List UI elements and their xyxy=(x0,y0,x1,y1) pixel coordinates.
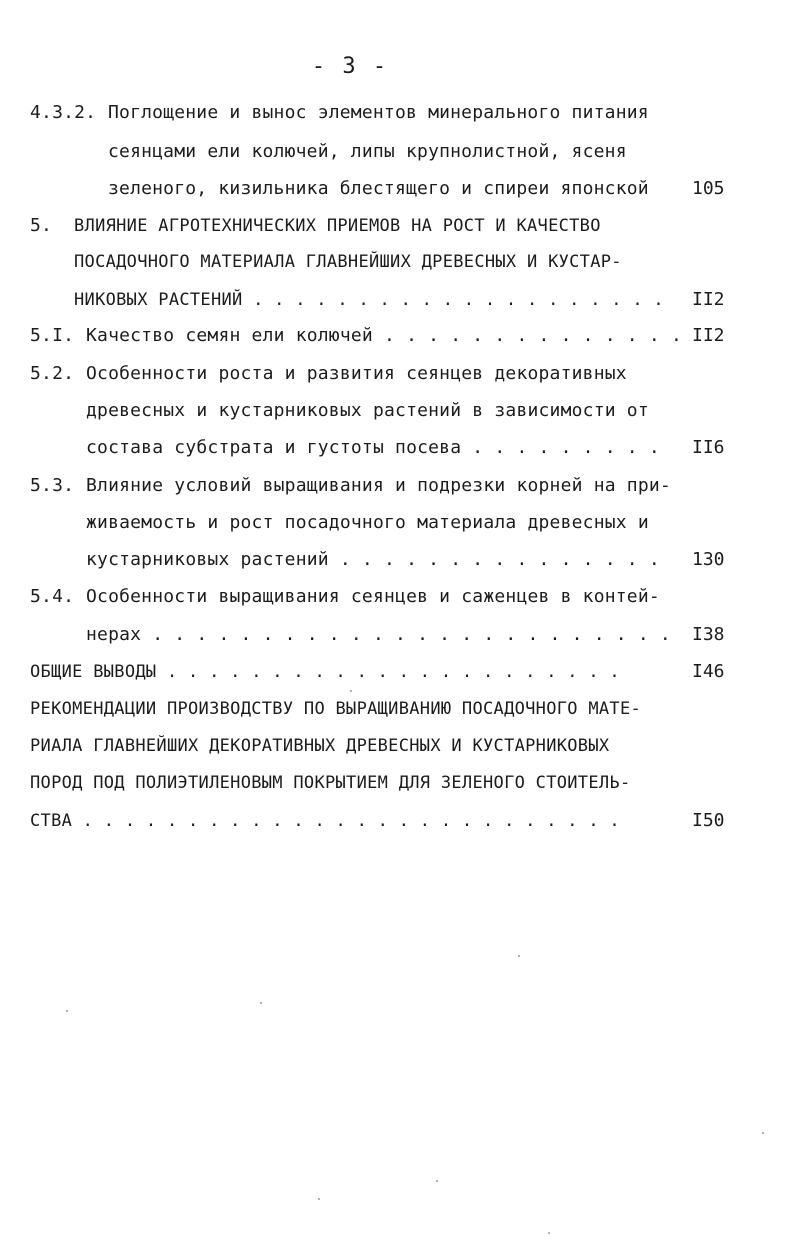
scan-speck xyxy=(762,1132,764,1134)
toc-entry-text: кустарниковых растений . . . . . . . . . . . . . . . xyxy=(86,549,660,570)
toc-entry-text: живаемость и рост посадочного материала древесных и xyxy=(86,512,649,533)
toc-entry-number: 5.4. xyxy=(30,586,75,607)
toc-entry-text: сеянцами ели колючей, липы крупнолистной, ясеня xyxy=(108,141,627,162)
toc-page-ref: 130 xyxy=(692,549,725,570)
page-number: - 3 - xyxy=(311,54,389,79)
toc-entry-text: Поглощение и вынос элементов минерального питания xyxy=(108,102,649,123)
toc-entry-number: 5.2. xyxy=(30,363,75,384)
toc-page-ref: II2 xyxy=(692,325,725,346)
toc-page-ref: I46 xyxy=(692,661,725,682)
toc-entry-text: РЕКОМЕНДАЦИИ ПРОИЗВОДСТВУ ПО ВЫРАЩИВАНИЮ ПОСАДОЧНОГО МАТЕ- xyxy=(30,699,642,719)
toc-entry-text: древесных и кустарниковых растений в зависимости от xyxy=(86,400,649,421)
toc-entry-number: 4.3.2. xyxy=(30,102,97,123)
toc-entry-text: Особенности роста и развития сеянцев декоративных xyxy=(86,363,627,384)
toc-page-ref: I50 xyxy=(692,810,725,831)
toc-entry-number: 5. xyxy=(30,215,53,236)
toc-entry-text: ВЛИЯНИЕ АГРОТЕХНИЧЕСКИХ ПРИЕМОВ НА РОСТ И КАЧЕСТВО xyxy=(74,216,601,236)
toc-entry-text: СТВА . . . . . . . . . . . . . . . . . . . . . . . . . . xyxy=(30,811,620,831)
toc-entry-number: 5.I. xyxy=(30,325,75,346)
toc-entry-text: ОБЩИЕ ВЫВОДЫ . . . . . . . . . . . . . . . . . . . . . . xyxy=(30,662,620,682)
toc-page-ref: II2 xyxy=(692,289,725,310)
toc-entry-text: Влияние условий выращивания и подрезки корней на при- xyxy=(86,475,671,496)
toc-entry-text: Особенности выращивания сеянцев и саженцев в контей- xyxy=(86,586,660,607)
scan-speck xyxy=(66,1010,68,1012)
toc-entry-text: нерах . . . . . . . . . . . . . . . . . . . . . . . . xyxy=(86,624,671,645)
toc-page-ref: 105 xyxy=(692,178,725,199)
toc-entry-text: состава субстрата и густоты посева . . . . . . . . . xyxy=(86,437,660,458)
toc-entry-text: зеленого, кизильника блестящего и спиреи японской xyxy=(108,178,649,199)
scan-speck xyxy=(260,1002,262,1004)
toc-entry-text: ПОСАДОЧНОГО МАТЕРИАЛА ГЛАВНЕЙШИХ ДРЕВЕСНЫХ И КУСТАР- xyxy=(74,252,622,272)
toc-page-ref: II6 xyxy=(692,437,725,458)
toc-entry-number: 5.3. xyxy=(30,475,75,496)
toc-entry-text: НИКОВЫХ РАСТЕНИЙ . . . . . . . . . . . . . . . . . . . . xyxy=(74,290,664,310)
toc-entry-text: РИАЛА ГЛАВНЕЙШИХ ДЕКОРАТИВНЫХ ДРЕВЕСНЫХ И КУСТАРНИКОВЫХ xyxy=(30,736,610,756)
toc-entry-text: ПОРОД ПОД ПОЛИЭТИЛЕНОВЫМ ПОКРЫТИЕМ ДЛЯ ЗЕЛЕНОГО СТОИТЕЛЬ- xyxy=(30,773,631,793)
scan-speck xyxy=(436,1180,438,1182)
scan-speck xyxy=(548,1232,550,1234)
toc-page-ref: I38 xyxy=(692,624,725,645)
scan-speck xyxy=(350,690,352,692)
scan-speck xyxy=(518,955,520,957)
scan-speck xyxy=(318,1198,320,1200)
toc-entry-text: Качество семян ели колючей . . . . . . . . . . . . . . xyxy=(86,325,682,346)
